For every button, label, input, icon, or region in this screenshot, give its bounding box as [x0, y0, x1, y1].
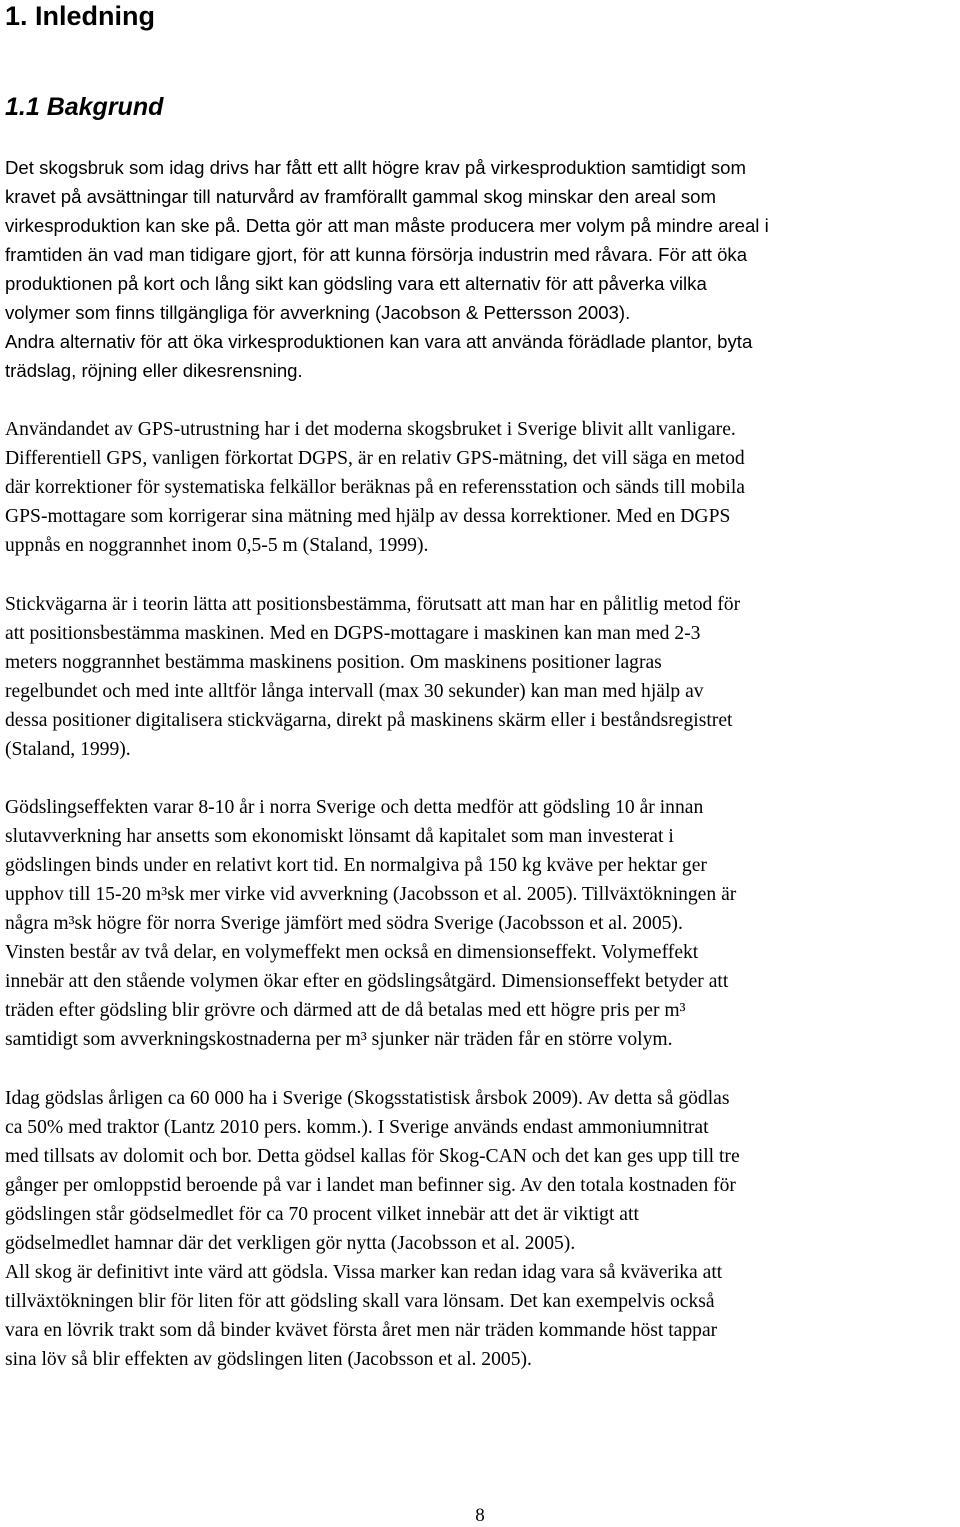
text-line: volymer som finns tillgängliga för avverkning (Jacobson & Pettersson 2003).: [5, 302, 631, 323]
text-line: vara en lövrik trakt som då binder kvävet första året men när träden kommande höst tappar: [5, 1320, 718, 1341]
paragraph-gps: [5, 415, 956, 560]
text-line: Idag gödslas årligen ca 60 000 ha i Sverige (Skogsstatistisk årsbok 2009). Av detta så gödlas: [5, 1088, 730, 1109]
text-line: GPS-mottagare som korrigerar sina mätning med hjälp av dessa korrektioner. Med en DGPS: [5, 506, 731, 527]
text-line: Differentiell GPS, vanligen förkortat DGPS, är en relativ GPS-mätning, det vill säga en metod: [5, 448, 745, 469]
text-line: framtiden än vad man tidigare gjort, för att kunna försörja industrin med råvara. För att öka: [5, 244, 748, 265]
text-line: gödselmedlet hamnar där det verkligen gör nytta (Jacobsson et al. 2005).: [5, 1233, 576, 1254]
chapter-heading: 1. Inledning: [5, 1, 156, 31]
text-line: (Staland, 1999).: [5, 739, 131, 760]
paragraph-idag: [5, 1084, 956, 1374]
text-line: där korrektioner för systematiska felkällor beräknas på en referensstation och sänds till mobila: [5, 477, 745, 498]
text-line: Andra alternativ för att öka virkesproduktionen kan vara att använda förädlade plantor, byta: [5, 331, 753, 352]
text-line: gödslingen binds under en relativt kort tid. En normalgiva på 150 kg kväve per hektar ger: [5, 855, 707, 876]
text-line: att positionsbestämma maskinen. Med en DGPS-mottagare i maskinen kan man med 2-3: [5, 623, 701, 644]
text-line: meters noggrannhet bestämma maskinens position. Om maskinens positioner lagras: [5, 652, 662, 673]
text-line: ca 50% med traktor (Lantz 2010 pers. komm.). I Sverige används endast ammoniumnitrat: [5, 1117, 709, 1138]
text-line: Användandet av GPS-utrustning har i det moderna skogsbruket i Sverige blivit allt vanligare.: [5, 419, 736, 440]
text-line: regelbundet och med inte alltför långa intervall (max 30 sekunder) kan man med hjälp av: [5, 681, 704, 702]
text-line: virkesproduktion kan ske på. Detta gör att man måste producera mer volym på mindre areal i: [5, 215, 769, 236]
text-line: samtidigt som avverkningskostnaderna per m³ sjunker när träden får en större volym.: [5, 1029, 673, 1050]
text-line: trädslag, röjning eller dikesrensning.: [5, 360, 303, 381]
text-line: produktionen på kort och lång sikt kan gödsling vara ett alternativ för att påverka vilka: [5, 273, 707, 294]
paragraph-background: [5, 153, 956, 385]
text-line: gånger per omloppstid beroende på var i landet man befinner sig. Av den totala kostnaden för: [5, 1175, 736, 1196]
text-line: slutavverkning har ansetts som ekonomiskt lönsamt då kapitalet som man investerat i: [5, 826, 674, 847]
text-line: uppnås en noggrannhet inom 0,5-5 m (Staland, 1999).: [5, 535, 429, 556]
text-line: gödslingen står gödselmedlet för ca 70 procent vilket innebär att det är viktigt att: [5, 1204, 639, 1225]
text-line: med tillsats av dolomit och bor. Detta gödsel kallas för Skog-CAN och det kan ges upp till tre: [5, 1146, 740, 1167]
text-line: träden efter gödsling blir grövre och därmed att de då betalas med ett högre pris per m³: [5, 1000, 686, 1021]
text-line: innebär att den stående volymen ökar efter en gödslingsåtgärd. Dimensionseffekt betyder att: [5, 971, 729, 992]
text-line: sina löv så blir effekten av gödslingen liten (Jacobsson et al. 2005).: [5, 1349, 532, 1370]
page-number: 8: [475, 1505, 485, 1526]
text-line: tillväxtökningen blir för liten för att gödsling skall vara lönsam. Det kan exempelvis också: [5, 1291, 715, 1312]
text-line: Det skogsbruk som idag drivs har fått ett allt högre krav på virkesproduktion samtidigt som: [5, 157, 746, 178]
text-line: All skog är definitivt inte värd att gödsla. Vissa marker kan redan idag vara så kväverika att: [5, 1262, 723, 1283]
paragraph-godslingseffekt: [5, 793, 956, 1054]
text-line: dessa positioner digitalisera stickvägarna, direkt på maskinens skärm eller i beståndsregistret: [5, 710, 733, 731]
text-line: kravet på avsättningar till naturvård av framförallt gammal skog minskar den areal som: [5, 186, 716, 207]
paragraph-stickvagar: [5, 590, 956, 764]
text-line: några m³sk högre för norra Sverige jämfört med södra Sverige (Jacobsson et al. 2005).: [5, 913, 683, 934]
text-line: Vinsten består av två delar, en volymeffekt men också en dimensionseffekt. Volymeffekt: [5, 942, 699, 963]
text-line: upphov till 15-20 m³sk mer virke vid avverkning (Jacobsson et al. 2005). Tillväxtökningen är: [5, 884, 737, 905]
section-heading: 1.1 Bakgrund: [5, 93, 164, 121]
text-line: Stickvägarna är i teorin lätta att positionsbestämma, förutsatt att man har en pålitlig metod för: [5, 594, 741, 615]
text-line: Gödslingseffekten varar 8-10 år i norra Sverige och detta medför att gödsling 10 år innan: [5, 797, 704, 818]
